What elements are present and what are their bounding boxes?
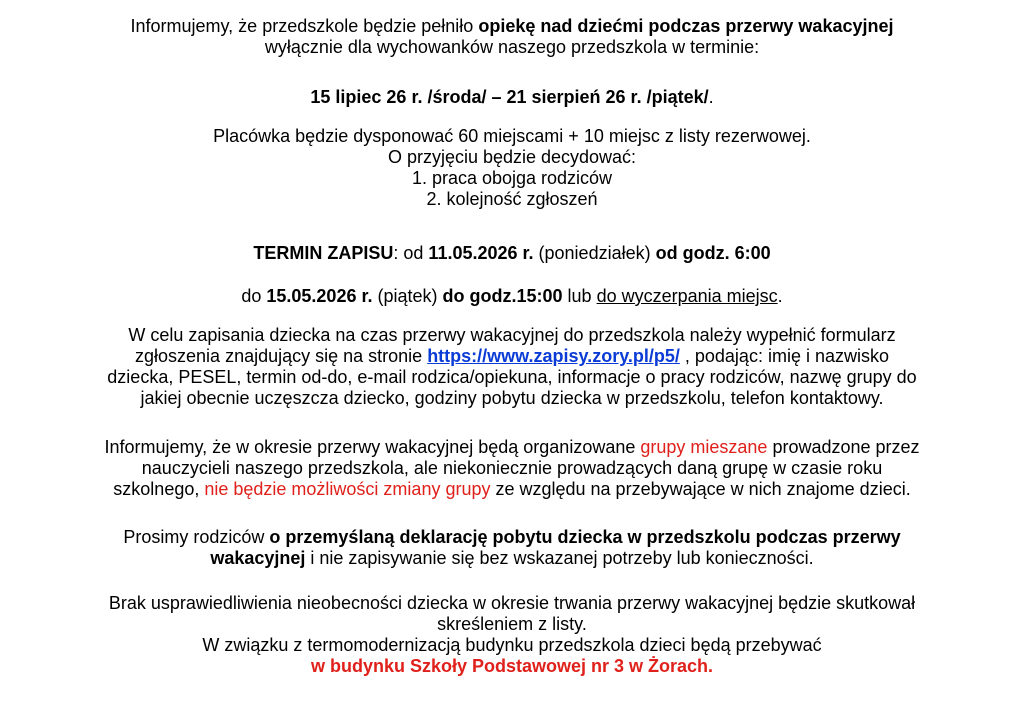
groups-line-1 — [0, 437, 1024, 458]
groups-text: prowadzone przez — [767, 437, 920, 457]
form-line-3: dziecka, PESEL, termin od-do, e-mail rodzica/opiekuna, informacje o pracy rodziców, nazwę grupy do — [107, 367, 917, 387]
absence-line-1: Brak usprawiedliwienia nieobecności dziecka w okresie trwania przerwy wakacyjnej będzie skutkował — [108, 593, 916, 613]
period-end: . — [708, 87, 714, 107]
absence-line-2: skreśleniem z listy. — [437, 614, 587, 634]
groups-line-2: nauczycieli naszego przedszkola, ale niekoniecznie prowadzących daną grupę w czasie roku — [141, 458, 883, 478]
intro-paragraph — [0, 16, 1024, 58]
groups-text: szkolnego, — [113, 479, 205, 499]
groups-text: Informujemy, że w okresie przerwy wakacyjnej będą organizowane — [104, 437, 641, 457]
termin-or: lub — [562, 286, 597, 306]
registration-link[interactable]: https://www.zapisy.zory.pl/p5/ — [427, 346, 680, 366]
termin-label: TERMIN ZAPISU — [253, 243, 394, 263]
criteria-item: 1. praca obojga rodziców — [411, 168, 613, 188]
termin-to-line — [0, 286, 1024, 307]
places-line-2: O przyjęciu będzie decydować: — [387, 147, 637, 167]
termin-date-to: 15.05.2026 r. — [266, 286, 373, 306]
groups-paragraph — [0, 437, 1024, 500]
form-paragraph — [0, 325, 1024, 409]
termin-day-to: (piątek) — [372, 286, 443, 306]
period-paragraph — [0, 87, 1024, 108]
request-paragraph — [0, 527, 1024, 569]
absence-paragraph — [0, 593, 1024, 677]
absence-line-3: W związku z termomodernizacją budynku przedszkola dzieci będą przebywać — [202, 635, 822, 655]
form-text: , podając: imię i nazwisko — [679, 346, 889, 366]
form-line-2 — [0, 346, 1024, 367]
termin-day-from: (poniedziałek) — [533, 243, 656, 263]
intro-text: Informujemy, że przedszkole będzie pełniło — [130, 16, 479, 36]
location-text: w budynku Szkoły Podstawowej nr 3 w Żorach. — [310, 656, 714, 676]
intro-bold-text: opiekę nad dziećmi podczas przerwy wakacyjnej — [478, 16, 894, 36]
termin-from-line — [0, 243, 1024, 264]
termin-to-prefix: do — [241, 286, 267, 306]
request-line-2 — [0, 548, 1024, 569]
groups-line-3 — [0, 479, 1024, 500]
groups-red-text: nie będzie możliwości zmiany grupy — [204, 479, 491, 499]
request-bold-text: o przemyślaną deklarację pobytu dziecka w przedszkolu podczas przerwy — [269, 527, 901, 547]
termin-date-from: 11.05.2026 r. — [428, 243, 534, 263]
termin-hour-to: do godz.15:00 — [442, 286, 563, 306]
groups-text: ze względu na przebywające w nich znajome dzieci. — [490, 479, 911, 499]
request-text: i nie zapisywanie się bez wskazanej potrzeby lub konieczności. — [305, 548, 814, 568]
request-text: Prosimy rodziców — [123, 527, 270, 547]
termin-sep: : od — [393, 243, 429, 263]
intro-line-1 — [0, 16, 1024, 37]
termin-hour-from: od godz. 6:00 — [655, 243, 771, 263]
request-line-1 — [0, 527, 1024, 548]
termin-end: . — [777, 286, 783, 306]
request-bold-text: wakacyjnej — [210, 548, 306, 568]
places-paragraph — [0, 126, 1024, 210]
period-dates: 15 lipiec 26 r. /środa/ – 21 sierpień 26 r. /piątek/ — [310, 87, 709, 107]
form-text: zgłoszenia znajdujący się na stronie — [135, 346, 428, 366]
places-line-1: Placówka będzie dysponować 60 miejscami + 10 miejsc z listy rezerwowej. — [213, 126, 811, 146]
termin-until: do wyczerpania miejsc — [596, 286, 778, 306]
form-line-4: jakiej obecnie uczęszcza dziecko, godziny pobytu dziecka w przedszkolu, telefon kontaktowy. — [140, 388, 884, 408]
intro-line-2: wyłącznie dla wychowanków naszego przedszkola w terminie: — [264, 37, 760, 57]
criteria-item: 2. kolejność zgłoszeń — [426, 189, 598, 209]
groups-red-text: grupy mieszane — [640, 437, 768, 457]
form-line-1: W celu zapisania dziecka na czas przerwy wakacyjnej do przedszkola należy wypełnić formularz — [128, 325, 896, 345]
